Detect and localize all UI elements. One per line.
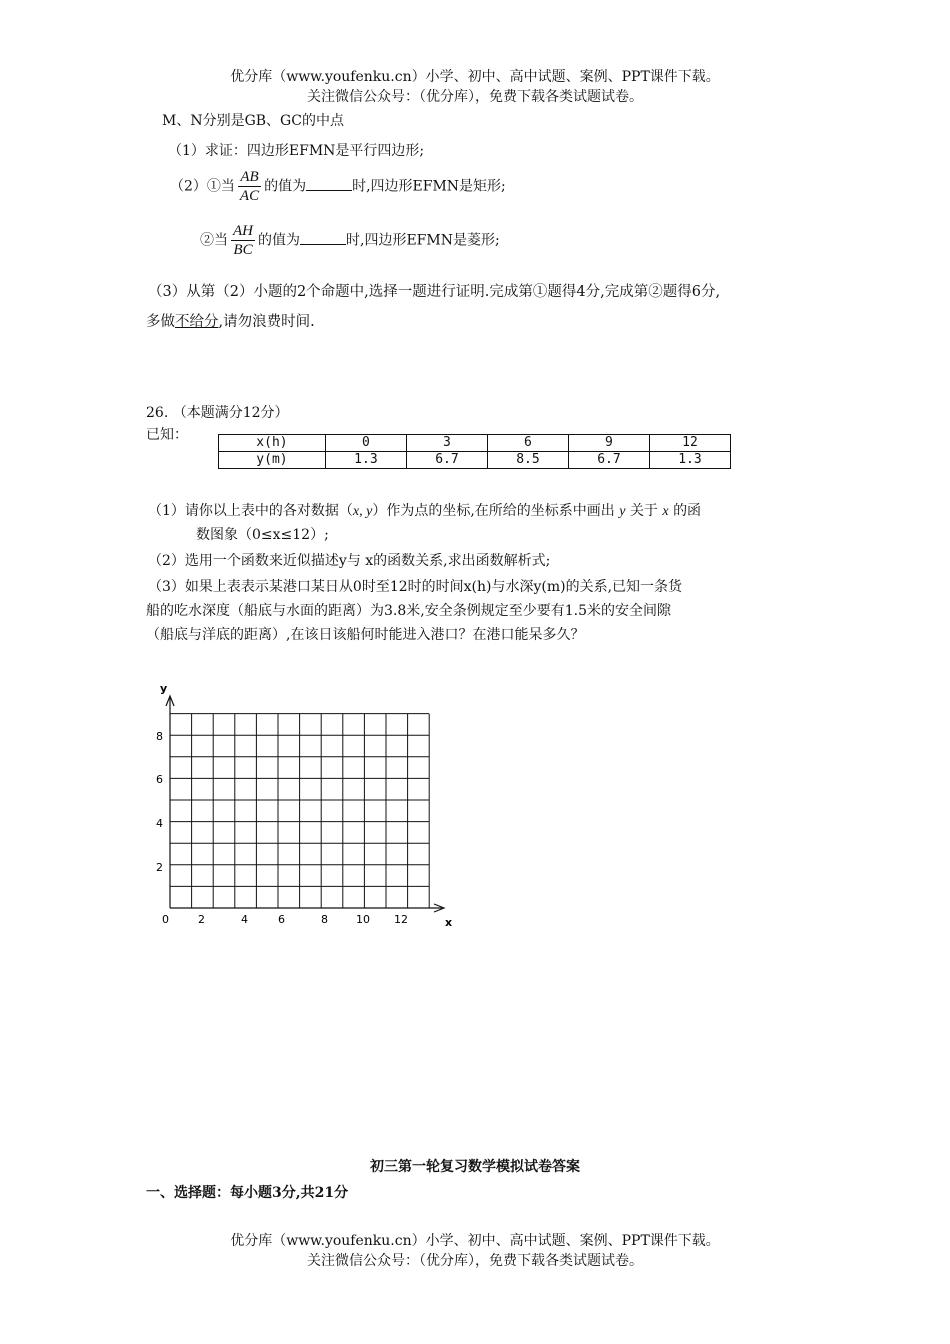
x-tick-label: 12 [394, 913, 408, 926]
table-row [219, 435, 731, 452]
x-tick-label: 4 [241, 913, 248, 926]
x-tick-label: 10 [356, 913, 370, 926]
answers-title: 初三第一轮复习数学模拟试卷答案 [370, 1159, 580, 1175]
header-line-1: 优分库（www.youfenku.cn）小学、初中、高中试题、案例、PPT课件下载。 [230, 69, 720, 85]
q26-part1-line2: 数图象（0≤x≤12）; [196, 527, 329, 543]
table-cell: 6.7 [568, 452, 649, 469]
table-row [219, 452, 731, 469]
q25-part2-line1 [170, 168, 506, 205]
fraction-ab-ac [238, 168, 261, 205]
q26-p1-x: x [662, 504, 669, 519]
header-line-2: 关注微信公众号：（优分库），免费下载各类试题试卷。 [307, 89, 643, 105]
q26-part3-line1: （3）如果上表表示某港口某日从0时至12时的时间x(h)与水深y(m)的关系,已知一条货 [148, 579, 683, 595]
y-tick-label: 4 [156, 817, 163, 830]
x-tick-label: 0 [162, 913, 169, 926]
q26-part3-line3: （船底与洋底的距离）,在该日该船何时能进入港口？在港口能呆多久？ [146, 627, 585, 643]
q25-part3-line1: （3）从第（2）小题的2个命题中,选择一题进行证明.完成第①题得4分,完成第②题得6分, [148, 284, 721, 300]
y-tick-label: 2 [156, 861, 163, 874]
answer-blank [306, 178, 352, 191]
table-cell: 1.3 [649, 452, 730, 469]
q25-part2b-suffix: 时,四边形EFMN是菱形; [346, 232, 500, 249]
table-cell: 0 [325, 435, 406, 452]
fraction-denominator: AC [239, 188, 260, 204]
table-cell: y(m) [219, 452, 326, 469]
q25-part3-line2 [146, 310, 315, 331]
q26-given: 已知： [146, 427, 188, 443]
table-cell: 8.5 [487, 452, 568, 469]
y-tick-label: 8 [156, 730, 163, 743]
table-cell: 1.3 [325, 452, 406, 469]
q25-part2-prefix: （2）①当 [170, 178, 235, 195]
data-table [218, 434, 731, 469]
q26-p1-text-b: ）作为点的坐标,在所给的坐标系中画出 [372, 503, 615, 519]
x-tick-label: 2 [198, 913, 205, 926]
table-cell: 3 [406, 435, 487, 452]
y-axis-label: y [160, 682, 168, 695]
fraction-ah-bc [231, 222, 255, 259]
footer-line-1: 优分库（www.youfenku.cn）小学、初中、高中试题、案例、PPT课件下载。 [230, 1233, 720, 1249]
table-cell: 6 [487, 435, 568, 452]
q26-p1-text-c: 关于 [629, 503, 658, 519]
q25-part1: （1）求证：四边形EFMN是平行四边形; [168, 143, 425, 159]
table-cell: 6.7 [406, 452, 487, 469]
q26-p1-text-a: （1）请你以上表中的各对数据（ [148, 503, 353, 519]
x-axis-label: x [445, 916, 453, 929]
q25-part2b-mid: 的值为 [258, 232, 300, 249]
footer-line-2: 关注微信公众号：（优分库），免费下载各类试题试卷。 [307, 1253, 643, 1269]
fraction-numerator: AH [233, 223, 253, 239]
q26-title: 26. （本题满分12分） [146, 405, 289, 421]
fraction-numerator: AB [238, 168, 261, 187]
table-cell: x(h) [219, 435, 326, 452]
grid-lines [170, 714, 429, 908]
q25-part2-line2 [200, 222, 500, 259]
table-cell: 12 [649, 435, 730, 452]
answers-section-1: 一、选择题：每小题3分,共21分 [146, 1185, 349, 1201]
q26-part3-line2: 船的吃水深度（船底与水面的距离）为3.8米,安全条例规定至少要有1.5米的安全间隙 [146, 603, 671, 619]
coordinate-grid [140, 670, 460, 940]
y-tick-label: 6 [156, 773, 163, 786]
q26-part2: （2）选用一个函数来近似描述y与 x的函数关系,求出函数解析式; [148, 553, 551, 569]
table-cell: 9 [568, 435, 649, 452]
q25-intro: M、N分别是GB、GC的中点 [162, 113, 344, 129]
q25-part2-suffix: 时,四边形EFMN是矩形; [352, 178, 506, 195]
x-tick-label: 6 [278, 913, 285, 926]
q26-p1-xy: x, y [352, 504, 373, 519]
fraction-denominator: BC [233, 242, 253, 258]
q25-part3-text-a: 多做 [146, 314, 175, 330]
x-tick-label: 8 [321, 913, 328, 926]
q26-part1-line1 [148, 500, 701, 520]
q26-p1-text-d: 的函 [673, 503, 702, 519]
q26-p1-y: y [619, 504, 626, 519]
q25-part3-text-emphasis: 不给分 [175, 314, 219, 330]
answer-blank [300, 232, 346, 245]
q25-part3-text-c: ,请勿浪费时间. [218, 314, 315, 330]
q25-part2b-prefix: ②当 [200, 232, 228, 249]
q25-part2-mid: 的值为 [264, 178, 307, 195]
